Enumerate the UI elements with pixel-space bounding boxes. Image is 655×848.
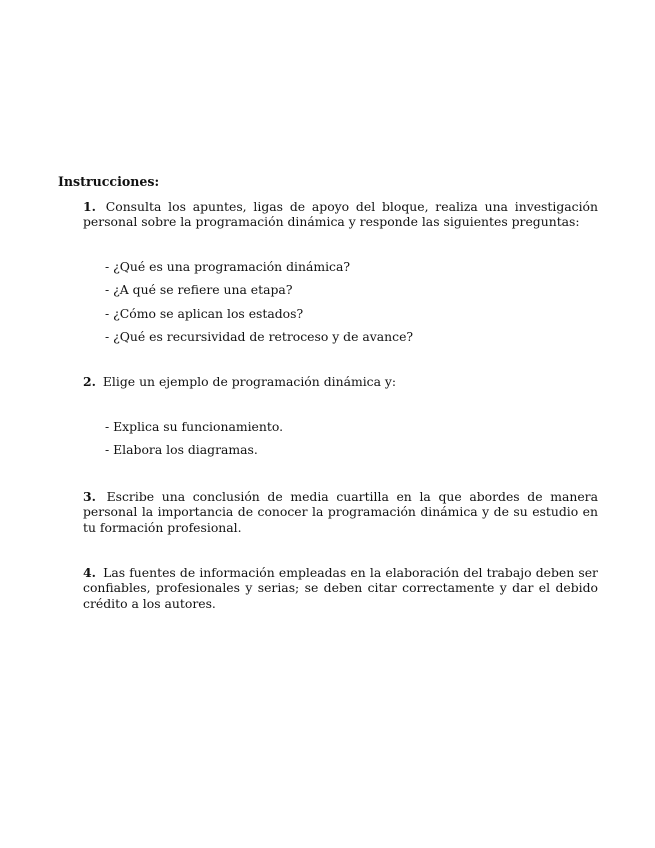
list-item: - ¿Cómo se aplican los estados? xyxy=(105,305,304,321)
instruction-2 xyxy=(83,374,598,389)
instruction-1-number: 1. xyxy=(83,199,96,214)
instruction-1 xyxy=(83,199,598,230)
instruction-3-number: 3. xyxy=(83,489,96,504)
instruction-3 xyxy=(83,489,598,535)
instruction-2-task-list xyxy=(105,419,283,466)
instruction-2-number: 2. xyxy=(83,374,96,389)
list-item: - ¿A qué se refiere una etapa? xyxy=(105,282,293,298)
instruction-1-question-list xyxy=(105,259,413,352)
list-item: - Elabora los diagramas. xyxy=(105,442,258,458)
list-item: - Explica su funcionamiento. xyxy=(105,419,284,434)
instruction-4-text: Las fuentes de información empleadas en la elaboración del trabajo deben ser confiables, profesionales y serias; se deben citar correctamente y dar el debido crédito a los autores. xyxy=(83,565,598,611)
instruction-1-text: Consulta los apuntes, ligas de apoyo del bloque, realiza una investigación personal sobre la programación dinámica y responde las siguientes preguntas: xyxy=(83,199,598,230)
instruction-2-text: Elige un ejemplo de programación dinámica y: xyxy=(102,374,397,389)
instruction-3-text: Escribe una conclusión de media cuartilla en la que abordes de manera personal la importancia de conocer la programación dinámica y de su estudio en tu formación profesional. xyxy=(83,489,598,535)
list-item: - ¿Qué es una programación dinámica? xyxy=(105,259,351,274)
instructions-heading: Instrucciones: xyxy=(58,174,160,189)
list-item: - ¿Qué es recursividad de retroceso y de avance? xyxy=(105,328,414,344)
instruction-4-number: 4. xyxy=(83,565,96,580)
instruction-4 xyxy=(83,565,598,611)
